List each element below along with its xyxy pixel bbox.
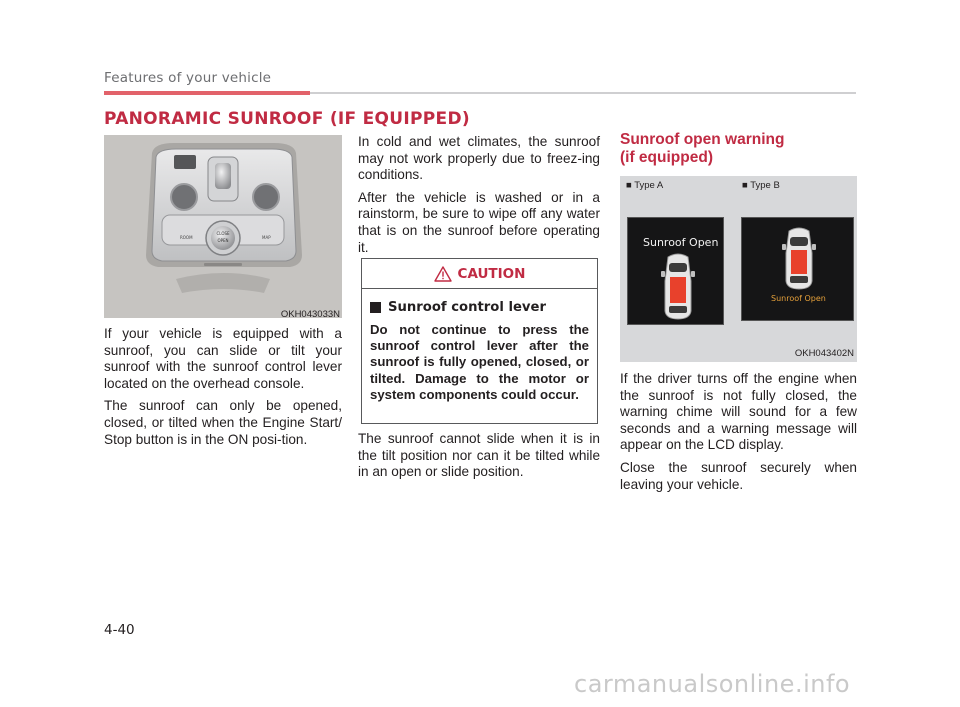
caution-header	[362, 259, 597, 289]
warning-display-figure	[620, 176, 857, 362]
overhead-console-photo	[104, 135, 342, 318]
car-top-view-icon	[779, 225, 819, 291]
overhead-console-illustration	[104, 135, 342, 318]
paragraph: The sunroof cannot slide when it is in the tilt position nor can it be tilted while in an open or slide position.	[358, 431, 600, 480]
section-label: Features of your vehicle	[104, 70, 272, 86]
caution-text: Do not continue to press the sunroof control lever after the sunroof is fully opened, closed, or tilted. Damage to the motor or system components could occur.	[370, 322, 589, 402]
header-accent-bar	[104, 91, 310, 95]
map-label: MAP	[262, 235, 271, 240]
subsection-title	[620, 131, 784, 166]
header-divider	[310, 92, 856, 94]
subsection-title-line2: (if equipped)	[620, 148, 713, 166]
page-title: PANORAMIC SUNROOF (IF EQUIPPED)	[104, 109, 470, 129]
type-b-label: ■ Type B	[742, 180, 780, 191]
car-top-view-icon	[658, 251, 698, 321]
lcd-message: Sunroof Open	[771, 294, 826, 303]
caution-subtitle	[370, 300, 546, 315]
climate-text	[358, 134, 600, 262]
paragraph: Close the sunroof securely when leaving your vehicle.	[620, 459, 857, 492]
figure-code: OKH043033N	[280, 309, 340, 320]
caution-title: CAUTION	[457, 265, 526, 282]
paragraph: After the vehicle is washed or in a rainstorm, be sure to wipe off any water that is on the sunroof before operating it.	[358, 189, 600, 255]
paragraph: The sunroof can only be opened, closed, or tilted when the Engine Start/ Stop button is in the ON posi-tion.	[104, 398, 342, 447]
warning-text	[620, 371, 857, 499]
room-label: ROOM	[180, 235, 193, 240]
lcd-display-type-b	[741, 217, 854, 321]
figure-code: OKH043402N	[794, 348, 854, 359]
slide-tilt-text	[358, 431, 600, 487]
paragraph: In cold and wet climates, the sunroof may not work properly due to freez-ing conditions.	[358, 134, 600, 183]
paragraph: If your vehicle is equipped with a sunroof, you can slide or tilt your sunroof with the sunroof control lever located on the overhead console.	[104, 326, 342, 391]
subsection-title-line1: Sunroof open warning	[620, 131, 785, 148]
caution-box	[361, 258, 598, 424]
warning-triangle-icon	[434, 266, 452, 282]
caution-subtitle-text: Sunroof control lever	[388, 300, 546, 315]
type-a-label: ■ Type A	[626, 180, 664, 191]
close-label: CLOSE	[216, 231, 230, 236]
intro-text	[104, 326, 342, 454]
watermark: carmanualsonline.info	[574, 670, 851, 698]
lcd-message: Sunroof Open	[643, 236, 719, 249]
open-label: OPEN	[217, 238, 229, 243]
page-number: 4-40	[104, 622, 135, 638]
lcd-display-type-a	[627, 217, 724, 325]
bullet-square-icon	[370, 302, 381, 313]
paragraph: If the driver turns off the engine when the sunroof is not fully closed, the warning chime will sound for a few seconds and a warning message will appear on the LCD display.	[620, 371, 857, 453]
